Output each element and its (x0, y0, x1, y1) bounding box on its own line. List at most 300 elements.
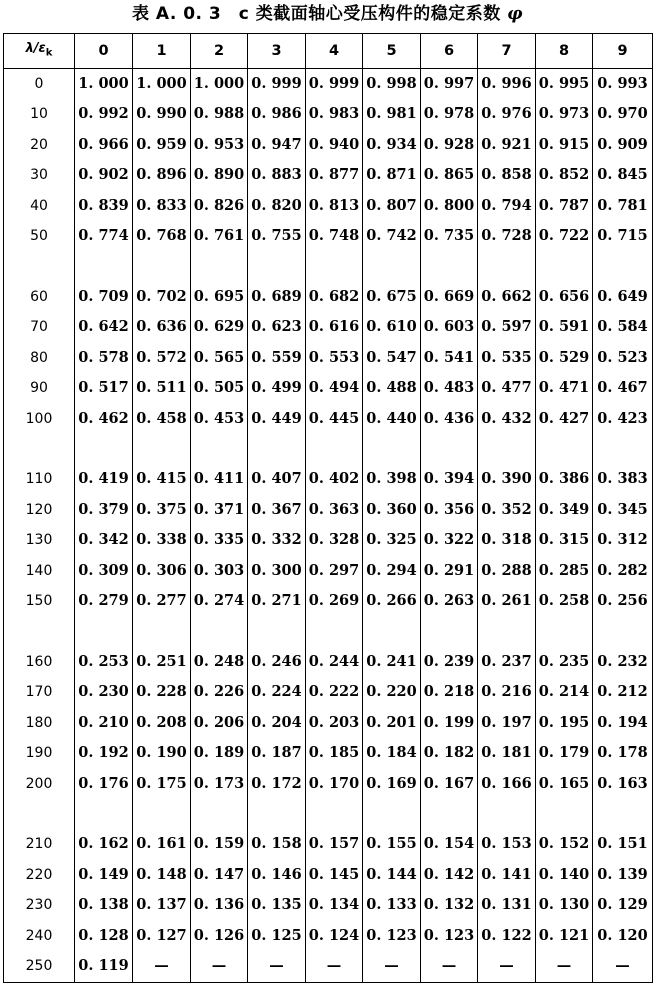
value-cell: 0. 371 (191, 495, 248, 526)
table-row (4, 464, 653, 495)
value-cell: 0. 477 (478, 373, 536, 404)
value-cell: 0. 136 (191, 890, 248, 921)
spacer-cell (478, 434, 536, 464)
spacer-cell (593, 617, 653, 647)
spacer-cell (593, 799, 653, 829)
value-cell: 0. 159 (191, 829, 248, 860)
value-cell: — (363, 951, 421, 982)
value-cell: 0. 953 (191, 130, 248, 161)
value-cell: 0. 157 (306, 829, 363, 860)
value-cell: 0. 130 (536, 890, 593, 921)
spacer-cell (133, 434, 191, 464)
lambda-cell: 0 (4, 68, 75, 99)
value-cell: 0. 258 (536, 586, 593, 617)
value-cell: 0. 184 (363, 738, 421, 769)
value-cell: 0. 375 (133, 495, 191, 526)
value-cell: 0. 335 (191, 525, 248, 556)
value-cell: 0. 820 (248, 191, 306, 222)
value-cell: 0. 722 (536, 221, 593, 252)
value-cell: 0. 981 (363, 99, 421, 130)
value-cell: 0. 235 (536, 647, 593, 678)
value-cell: 0. 682 (306, 282, 363, 313)
value-cell: 0. 142 (421, 860, 478, 891)
value-cell: 0. 121 (536, 921, 593, 952)
value-cell: 0. 494 (306, 373, 363, 404)
value-cell: 0. 995 (536, 68, 593, 99)
value-cell: 0. 774 (75, 221, 133, 252)
value-cell: 0. 176 (75, 769, 133, 800)
value-cell: 0. 248 (191, 647, 248, 678)
value-cell: 0. 578 (75, 343, 133, 374)
value-cell: 0. 256 (593, 586, 653, 617)
value-cell: 0. 649 (593, 282, 653, 313)
value-cell: 0. 338 (133, 525, 191, 556)
column-header: 2 (191, 34, 248, 69)
lambda-cell: 50 (4, 221, 75, 252)
value-cell: 0. 728 (478, 221, 536, 252)
value-cell: 0. 940 (306, 130, 363, 161)
table-row (4, 130, 653, 161)
value-cell: 0. 325 (363, 525, 421, 556)
column-header: 9 (593, 34, 653, 69)
value-cell: 0. 565 (191, 343, 248, 374)
value-cell: 0. 483 (421, 373, 478, 404)
value-cell: 1. 000 (191, 68, 248, 99)
value-cell: 0. 163 (593, 769, 653, 800)
table-row (4, 404, 653, 435)
value-cell: 0. 241 (363, 647, 421, 678)
spacer-cell (536, 799, 593, 829)
value-cell: 0. 149 (75, 860, 133, 891)
value-cell: 0. 768 (133, 221, 191, 252)
value-cell: 0. 689 (248, 282, 306, 313)
value-cell: 0. 890 (191, 160, 248, 191)
lambda-cell: 170 (4, 677, 75, 708)
value-cell: 0. 999 (306, 68, 363, 99)
value-cell: 0. 129 (593, 890, 653, 921)
value-cell: 0. 277 (133, 586, 191, 617)
value-cell: 0. 584 (593, 312, 653, 343)
value-cell: 0. 523 (593, 343, 653, 374)
value-cell: 0. 263 (421, 586, 478, 617)
table-row (4, 343, 653, 374)
value-cell: 0. 360 (363, 495, 421, 526)
spacer-cell (421, 617, 478, 647)
lambda-cell: 10 (4, 99, 75, 130)
value-cell: 0. 383 (593, 464, 653, 495)
value-cell: — (593, 951, 653, 982)
value-cell: — (133, 951, 191, 982)
table-row (4, 68, 653, 99)
value-cell: 0. 993 (593, 68, 653, 99)
value-cell: 0. 636 (133, 312, 191, 343)
value-cell: 0. 155 (363, 829, 421, 860)
value-cell: 0. 210 (75, 708, 133, 739)
corner-subscript: k (45, 47, 53, 59)
spacer-cell (191, 252, 248, 282)
value-cell: 0. 297 (306, 556, 363, 587)
value-cell: 0. 237 (478, 647, 536, 678)
value-cell: 0. 623 (248, 312, 306, 343)
value-cell: 0. 282 (593, 556, 653, 587)
value-cell: 0. 151 (593, 829, 653, 860)
lambda-cell: 250 (4, 951, 75, 982)
value-cell: 0. 675 (363, 282, 421, 313)
value-cell: 0. 322 (421, 525, 478, 556)
spacer-cell (248, 252, 306, 282)
value-cell: 0. 251 (133, 647, 191, 678)
spacer-cell (421, 434, 478, 464)
value-cell: 0. 230 (75, 677, 133, 708)
spacer-cell (363, 434, 421, 464)
value-cell: 0. 367 (248, 495, 306, 526)
value-cell: 0. 603 (421, 312, 478, 343)
value-cell: 0. 978 (421, 99, 478, 130)
value-cell: 0. 194 (593, 708, 653, 739)
value-cell: 0. 423 (593, 404, 653, 435)
spacer-row (4, 799, 653, 829)
value-cell: 0. 133 (363, 890, 421, 921)
spacer-cell (75, 617, 133, 647)
value-cell: 0. 218 (421, 677, 478, 708)
value-cell: 0. 902 (75, 160, 133, 191)
value-cell: 0. 572 (133, 343, 191, 374)
value-cell: 0. 192 (75, 738, 133, 769)
spacer-cell (593, 252, 653, 282)
column-header: 8 (536, 34, 593, 69)
value-cell: 0. 332 (248, 525, 306, 556)
value-cell: 0. 187 (248, 738, 306, 769)
value-cell: 0. 419 (75, 464, 133, 495)
spacer-cell (4, 252, 75, 282)
value-cell: 0. 195 (536, 708, 593, 739)
value-cell: 0. 148 (133, 860, 191, 891)
value-cell: 0. 352 (478, 495, 536, 526)
value-cell: 0. 386 (536, 464, 593, 495)
value-cell: 0. 328 (306, 525, 363, 556)
value-cell: 0. 208 (133, 708, 191, 739)
spacer-row (4, 434, 653, 464)
value-cell: 0. 201 (363, 708, 421, 739)
value-cell: 0. 921 (478, 130, 536, 161)
value-cell: 0. 185 (306, 738, 363, 769)
lambda-cell: 70 (4, 312, 75, 343)
value-cell: 0. 279 (75, 586, 133, 617)
value-cell: 0. 877 (306, 160, 363, 191)
column-header: 3 (248, 34, 306, 69)
value-cell: 0. 216 (478, 677, 536, 708)
value-cell: 0. 669 (421, 282, 478, 313)
lambda-cell: 120 (4, 495, 75, 526)
spacer-cell (306, 617, 363, 647)
value-cell: 0. 172 (248, 769, 306, 800)
corner-header (4, 34, 75, 69)
table-row (4, 829, 653, 860)
spacer-cell (133, 617, 191, 647)
column-header: 7 (478, 34, 536, 69)
lambda-cell: 240 (4, 921, 75, 952)
value-cell: 0. 998 (363, 68, 421, 99)
column-header: 1 (133, 34, 191, 69)
value-cell: 0. 125 (248, 921, 306, 952)
value-cell: 0. 206 (191, 708, 248, 739)
spacer-cell (306, 434, 363, 464)
spacer-cell (75, 799, 133, 829)
value-cell: 0. 137 (133, 890, 191, 921)
spacer-cell (306, 799, 363, 829)
value-cell: 0. 261 (478, 586, 536, 617)
value-cell: 0. 871 (363, 160, 421, 191)
table-row (4, 708, 653, 739)
value-cell: 0. 189 (191, 738, 248, 769)
value-cell: 0. 232 (593, 647, 653, 678)
value-cell: 0. 138 (75, 890, 133, 921)
value-cell: 0. 135 (248, 890, 306, 921)
value-cell: 0. 973 (536, 99, 593, 130)
value-cell: 0. 315 (536, 525, 593, 556)
spacer-cell (363, 799, 421, 829)
value-cell: 0. 312 (593, 525, 653, 556)
lambda-cell: 130 (4, 525, 75, 556)
value-cell: 0. 833 (133, 191, 191, 222)
spacer-cell (248, 434, 306, 464)
value-cell: 0. 591 (536, 312, 593, 343)
table-body (4, 68, 653, 982)
value-cell: 0. 471 (536, 373, 593, 404)
value-cell: 0. 467 (593, 373, 653, 404)
value-cell: — (191, 951, 248, 982)
value-cell: 0. 742 (363, 221, 421, 252)
value-cell: 0. 415 (133, 464, 191, 495)
value-cell: 0. 303 (191, 556, 248, 587)
value-cell: 0. 228 (133, 677, 191, 708)
value-cell: 0. 529 (536, 343, 593, 374)
value-cell: 0. 203 (306, 708, 363, 739)
value-cell: 0. 865 (421, 160, 478, 191)
value-cell: 0. 181 (478, 738, 536, 769)
value-cell: 0. 813 (306, 191, 363, 222)
value-cell: 0. 167 (421, 769, 478, 800)
value-cell: 0. 162 (75, 829, 133, 860)
value-cell: 0. 306 (133, 556, 191, 587)
value-cell: 0. 642 (75, 312, 133, 343)
spacer-row (4, 617, 653, 647)
value-cell: 0. 134 (306, 890, 363, 921)
value-cell: 0. 131 (478, 890, 536, 921)
value-cell: 0. 190 (133, 738, 191, 769)
value-cell: 0. 123 (421, 921, 478, 952)
spacer-cell (536, 617, 593, 647)
value-cell: 0. 440 (363, 404, 421, 435)
corner-label: λ/ε (25, 41, 46, 56)
value-cell: 0. 127 (133, 921, 191, 952)
value-cell: 0. 947 (248, 130, 306, 161)
spacer-row (4, 252, 653, 282)
value-cell: 0. 147 (191, 860, 248, 891)
value-cell: 0. 140 (536, 860, 593, 891)
value-cell: 0. 787 (536, 191, 593, 222)
value-cell: 0. 411 (191, 464, 248, 495)
value-cell: 0. 182 (421, 738, 478, 769)
lambda-cell: 140 (4, 556, 75, 587)
value-cell: 0. 124 (306, 921, 363, 952)
spacer-cell (133, 799, 191, 829)
value-cell: — (248, 951, 306, 982)
lambda-cell: 160 (4, 647, 75, 678)
value-cell: 0. 755 (248, 221, 306, 252)
spacer-cell (75, 434, 133, 464)
value-cell: 0. 436 (421, 404, 478, 435)
value-cell: 0. 458 (133, 404, 191, 435)
table-row (4, 556, 653, 587)
value-cell: 1. 000 (133, 68, 191, 99)
value-cell: 0. 222 (306, 677, 363, 708)
table-row (4, 586, 653, 617)
value-cell: 0. 883 (248, 160, 306, 191)
value-cell: 0. 610 (363, 312, 421, 343)
column-header: 6 (421, 34, 478, 69)
table-row (4, 860, 653, 891)
spacer-cell (478, 617, 536, 647)
value-cell: 0. 154 (421, 829, 478, 860)
value-cell: 0. 166 (478, 769, 536, 800)
value-cell: 0. 173 (191, 769, 248, 800)
value-cell: 0. 123 (363, 921, 421, 952)
table-row (4, 525, 653, 556)
table-row (4, 647, 653, 678)
spacer-cell (191, 434, 248, 464)
value-cell: 0. 300 (248, 556, 306, 587)
value-cell: 0. 165 (536, 769, 593, 800)
value-cell: 0. 488 (363, 373, 421, 404)
value-cell: 0. 318 (478, 525, 536, 556)
value-cell: 0. 345 (593, 495, 653, 526)
value-cell: 1. 000 (75, 68, 133, 99)
stability-coefficient-table (3, 33, 653, 983)
value-cell: 0. 398 (363, 464, 421, 495)
value-cell: 0. 294 (363, 556, 421, 587)
value-cell: 0. 244 (306, 647, 363, 678)
lambda-cell: 220 (4, 860, 75, 891)
value-cell: 0. 505 (191, 373, 248, 404)
value-cell: 0. 781 (593, 191, 653, 222)
value-cell: 0. 896 (133, 160, 191, 191)
value-cell: 0. 662 (478, 282, 536, 313)
value-cell: 0. 915 (536, 130, 593, 161)
spacer-cell (248, 799, 306, 829)
value-cell: 0. 145 (306, 860, 363, 891)
value-cell: — (536, 951, 593, 982)
lambda-cell: 100 (4, 404, 75, 435)
table-row (4, 99, 653, 130)
value-cell: 0. 139 (593, 860, 653, 891)
spacer-cell (593, 434, 653, 464)
value-cell: 0. 407 (248, 464, 306, 495)
value-cell: 0. 517 (75, 373, 133, 404)
value-cell: 0. 128 (75, 921, 133, 952)
spacer-cell (4, 617, 75, 647)
value-cell: 0. 794 (478, 191, 536, 222)
value-cell: 0. 432 (478, 404, 536, 435)
spacer-cell (478, 799, 536, 829)
value-cell: 0. 453 (191, 404, 248, 435)
spacer-cell (248, 617, 306, 647)
value-cell: 0. 379 (75, 495, 133, 526)
value-cell: 0. 169 (363, 769, 421, 800)
value-cell: 0. 695 (191, 282, 248, 313)
value-cell: 0. 858 (478, 160, 536, 191)
spacer-cell (536, 434, 593, 464)
value-cell: 0. 356 (421, 495, 478, 526)
value-cell: 0. 983 (306, 99, 363, 130)
value-cell: 0. 597 (478, 312, 536, 343)
value-cell: 0. 999 (248, 68, 306, 99)
value-cell: 0. 204 (248, 708, 306, 739)
value-cell: 0. 212 (593, 677, 653, 708)
value-cell: 0. 656 (536, 282, 593, 313)
value-cell: 0. 271 (248, 586, 306, 617)
value-cell: 0. 992 (75, 99, 133, 130)
value-cell: 0. 839 (75, 191, 133, 222)
table-row (4, 221, 653, 252)
value-cell: 0. 845 (593, 160, 653, 191)
table-title-text: 表 A. 0. 3 c 类截面轴心受压构件的稳定系数 (131, 4, 501, 24)
lambda-cell: 30 (4, 160, 75, 191)
value-cell: 0. 144 (363, 860, 421, 891)
value-cell: 0. 342 (75, 525, 133, 556)
spacer-cell (478, 252, 536, 282)
table-title (0, 0, 655, 29)
table-row (4, 191, 653, 222)
value-cell: 0. 976 (478, 99, 536, 130)
value-cell: 0. 119 (75, 951, 133, 982)
value-cell: 0. 179 (536, 738, 593, 769)
value-cell: 0. 988 (191, 99, 248, 130)
value-cell: 0. 966 (75, 130, 133, 161)
value-cell: 0. 266 (363, 586, 421, 617)
value-cell: 0. 462 (75, 404, 133, 435)
table-row (4, 921, 653, 952)
table-row (4, 160, 653, 191)
value-cell: 0. 616 (306, 312, 363, 343)
value-cell: 0. 709 (75, 282, 133, 313)
value-cell: 0. 970 (593, 99, 653, 130)
value-cell: 0. 702 (133, 282, 191, 313)
value-cell: 0. 220 (363, 677, 421, 708)
value-cell: 0. 449 (248, 404, 306, 435)
spacer-cell (133, 252, 191, 282)
value-cell: 0. 224 (248, 677, 306, 708)
value-cell: — (421, 951, 478, 982)
value-cell: 0. 402 (306, 464, 363, 495)
value-cell: 0. 959 (133, 130, 191, 161)
table-row (4, 951, 653, 982)
value-cell: 0. 214 (536, 677, 593, 708)
lambda-cell: 190 (4, 738, 75, 769)
value-cell: 0. 199 (421, 708, 478, 739)
value-cell: 0. 170 (306, 769, 363, 800)
lambda-cell: 20 (4, 130, 75, 161)
value-cell: 0. 253 (75, 647, 133, 678)
header-row (4, 34, 653, 69)
table-row (4, 769, 653, 800)
value-cell: 0. 132 (421, 890, 478, 921)
table-row (4, 312, 653, 343)
value-cell: 0. 269 (306, 586, 363, 617)
value-cell: 0. 274 (191, 586, 248, 617)
table-row (4, 282, 653, 313)
value-cell: 0. 288 (478, 556, 536, 587)
